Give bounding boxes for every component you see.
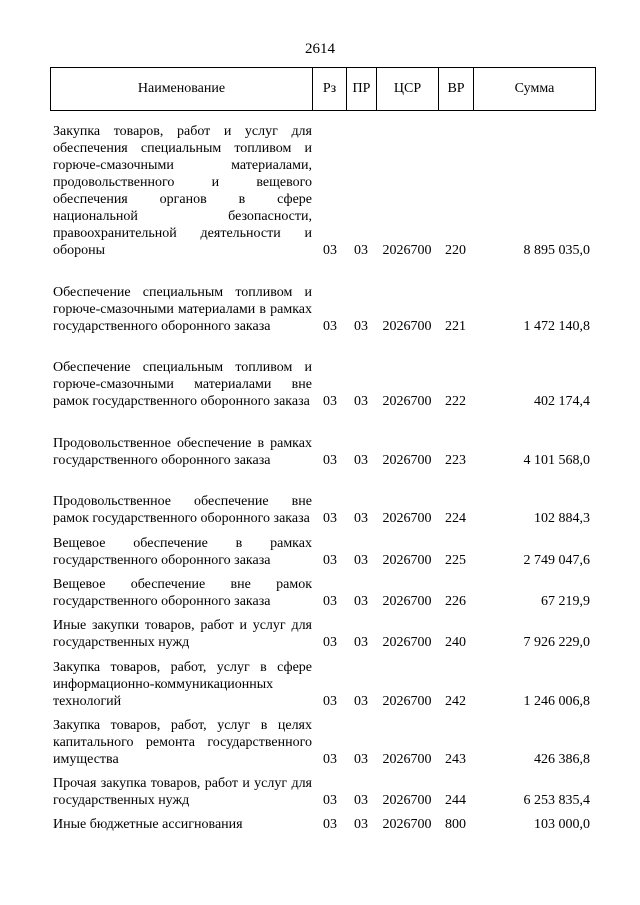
row-sum: 4 101 568,0 [523, 453, 590, 468]
table-row [50, 335, 595, 410]
header-rz: Рз [313, 68, 347, 111]
row-pr: 03 [354, 817, 368, 832]
row-pr: 03 [354, 694, 368, 709]
row-vr: 224 [445, 511, 466, 526]
row-name: Вещевое обеспечение вне рамок государственного оборонного заказа [53, 577, 312, 609]
row-name: Продовольственное обеспечение в рамках государственного оборонного заказа [53, 436, 312, 468]
row-sum: 402 174,4 [534, 394, 590, 409]
table-row [50, 469, 595, 527]
table-row [50, 809, 595, 833]
row-name: Продовольственное обеспечение вне рамок государственного оборонного заказа [53, 494, 312, 526]
row-sum: 103 000,0 [534, 817, 590, 832]
row-sum: 8 895 035,0 [523, 243, 590, 258]
row-name: Прочая закупка товаров, работ и услуг для государственных нужд [53, 776, 312, 808]
row-csr: 2026700 [382, 453, 432, 468]
row-name: Вещевое обеспечение в рамках государственного оборонного заказа [53, 536, 312, 568]
row-csr: 2026700 [382, 752, 432, 767]
table-header [50, 67, 596, 111]
row-vr: 244 [445, 793, 466, 808]
row-csr: 2026700 [382, 635, 432, 650]
row-sum: 1 472 140,8 [523, 319, 590, 334]
row-name: Иные бюджетные ассигнования [53, 817, 243, 832]
row-rz: 03 [323, 319, 337, 334]
row-name: Обеспечение специальным топливом и горюче-смазочными материалами в рамках государственного оборонного заказа [53, 285, 312, 334]
table-row [50, 527, 595, 569]
row-vr: 221 [445, 319, 466, 334]
row-pr: 03 [354, 243, 368, 258]
row-name: Закупка товаров, работ и услуг для обеспечения специальным топливом и горюче-смазочными материалами, продовольственного и вещевого обеспечения органов в сфере национальной безопасности, правоохранительной деятельности и обороны [53, 124, 312, 258]
row-csr: 2026700 [382, 793, 432, 808]
row-sum: 2 749 047,6 [523, 553, 590, 568]
row-name: Обеспечение специальным топливом и горюче-смазочными материалами вне рамок государственного оборонного заказа [53, 360, 312, 409]
table-row [50, 651, 595, 710]
table-row [50, 710, 595, 768]
table-body [50, 118, 595, 833]
row-rz: 03 [323, 752, 337, 767]
header-name: Наименование [51, 68, 313, 111]
row-csr: 2026700 [382, 553, 432, 568]
table-row [50, 610, 595, 651]
row-csr: 2026700 [382, 817, 432, 832]
row-name: Закупка товаров, работ, услуг в целях капитального ремонта государственного имущества [53, 718, 312, 767]
row-sum: 102 884,3 [534, 511, 590, 526]
table-row [50, 118, 595, 259]
header-csr: ЦСР [377, 68, 439, 111]
row-vr: 220 [445, 243, 466, 258]
row-rz: 03 [323, 553, 337, 568]
row-pr: 03 [354, 793, 368, 808]
row-pr: 03 [354, 594, 368, 609]
row-rz: 03 [323, 594, 337, 609]
row-pr: 03 [354, 511, 368, 526]
row-rz: 03 [323, 635, 337, 650]
row-pr: 03 [354, 635, 368, 650]
table-row [50, 569, 595, 610]
row-vr: 800 [445, 817, 466, 832]
row-csr: 2026700 [382, 394, 432, 409]
row-pr: 03 [354, 553, 368, 568]
row-vr: 240 [445, 635, 466, 650]
row-sum: 6 253 835,4 [523, 793, 590, 808]
row-name: Закупка товаров, работ, услуг в сфере информационно-коммуникационных технологий [53, 660, 312, 709]
row-sum: 67 219,9 [541, 594, 590, 609]
row-rz: 03 [323, 793, 337, 808]
row-rz: 03 [323, 394, 337, 409]
row-vr: 226 [445, 594, 466, 609]
row-sum: 1 246 006,8 [523, 694, 590, 709]
row-sum: 7 926 229,0 [523, 635, 590, 650]
row-rz: 03 [323, 243, 337, 258]
table-row [50, 259, 595, 335]
row-name: Иные закупки товаров, работ и услуг для государственных нужд [53, 618, 312, 650]
row-vr: 223 [445, 453, 466, 468]
row-csr: 2026700 [382, 594, 432, 609]
table-row [50, 410, 595, 469]
row-pr: 03 [354, 319, 368, 334]
row-rz: 03 [323, 453, 337, 468]
row-rz: 03 [323, 511, 337, 526]
row-vr: 242 [445, 694, 466, 709]
header-sum: Сумма [474, 68, 596, 111]
row-vr: 225 [445, 553, 466, 568]
row-rz: 03 [323, 694, 337, 709]
row-csr: 2026700 [382, 319, 432, 334]
row-rz: 03 [323, 817, 337, 832]
row-sum: 426 386,8 [534, 752, 590, 767]
page-number: 2614 [305, 41, 335, 57]
row-csr: 2026700 [382, 511, 432, 526]
row-pr: 03 [354, 453, 368, 468]
header-pr: ПР [347, 68, 377, 111]
row-csr: 2026700 [382, 694, 432, 709]
row-pr: 03 [354, 394, 368, 409]
header-vr: ВР [439, 68, 474, 111]
row-pr: 03 [354, 752, 368, 767]
row-csr: 2026700 [382, 243, 432, 258]
table-row [50, 768, 595, 809]
row-vr: 243 [445, 752, 466, 767]
row-vr: 222 [445, 394, 466, 409]
